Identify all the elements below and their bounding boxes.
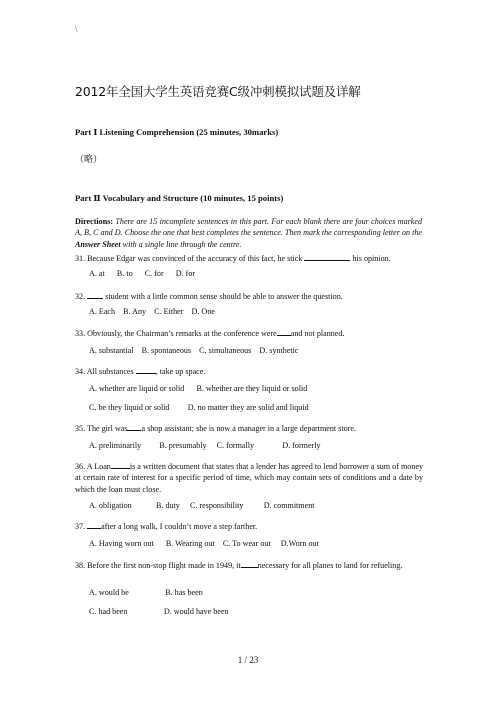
question-32-text-b: student with a little common sense should be able to answer the question. [103, 292, 343, 301]
directions-text-a: There are 15 incomplete sentences in this part. For each blank there are four choices marked A, B, C and D. Choose the one that best completes the sentence. Then mark the corresponding letter on the [75, 217, 422, 238]
header-mark: \ [75, 24, 78, 34]
question-33-options: A. substantial B. spontaneous C. simultaneous D. synthetic [89, 346, 299, 355]
part-1-note: （略） [75, 155, 103, 165]
question-32-text-a: 32. [75, 292, 88, 301]
question-34-text-b: , take up space. [155, 367, 206, 376]
question-38-text-a: 38. Before the first non-stop flight made in 1949, it [75, 561, 241, 570]
answer-blank [304, 252, 350, 261]
question-33-text-b: and not planned. [290, 329, 345, 338]
question-34-text-a: 34. All substances [75, 367, 136, 376]
question-36-options: A. obligation B. duty C. responsibility D. commitment [89, 501, 315, 510]
answer-blank [277, 327, 291, 336]
question-38-options-b: C. had been D. would have been [89, 607, 229, 616]
answer-blank [127, 422, 141, 431]
question-34 [75, 365, 423, 377]
question-37 [75, 520, 423, 532]
directions-paragraph [75, 216, 422, 250]
question-33 [75, 327, 423, 339]
question-31-options: A. at B. to C. for D. for [89, 269, 196, 278]
question-33-text-a: 33. Obviously, the Chairman’s remarks at the conference were [75, 329, 277, 338]
question-34-options-b: C. be they liquid or solid D. no matter they are solid and liquid [89, 403, 309, 412]
part-1-heading: Part Ⅰ Listening Comprehension (25 minutes, 30marks) [75, 127, 279, 137]
question-35-options: A. preliminarily B. presumably C. formally D. formerly [89, 441, 321, 450]
question-36-text-a: 36. A Loan [75, 462, 111, 471]
question-31-text-b: his opinion. [350, 254, 391, 263]
directions-text-b: with a single line through the centre. [120, 239, 242, 249]
page-title: 2012年全国大学生英语竞赛C级冲刺模拟试题及详解 [75, 84, 361, 99]
part-2-heading: Part Ⅱ Vocabulary and Structure (10 minutes, 15 points) [75, 193, 284, 203]
answer-blank [136, 365, 156, 374]
answer-blank [241, 559, 258, 568]
directions-label: Directions: [75, 217, 114, 226]
question-38 [75, 559, 423, 571]
question-37-text-b: after a long walk, I couldn’t move a step farther. [101, 522, 258, 531]
question-31 [75, 252, 423, 264]
answer-blank [111, 460, 130, 469]
question-35 [75, 422, 423, 434]
answer-blank [87, 520, 101, 529]
page-number: 1 / 23 [237, 655, 259, 665]
question-38-text-b: necessary for all planes to land for refueling. [257, 561, 403, 570]
question-32 [75, 290, 423, 302]
question-32-options: A. Each B. Any C. Either D. One [89, 307, 215, 316]
answer-sheet-term: Answer Sheet [75, 239, 121, 249]
question-37-text-a: 37. [75, 522, 88, 531]
question-38-options-a: A. would be B. has been [89, 588, 203, 597]
question-35-text-b: a shop assistant; she is now a manager in a large department store. [141, 424, 356, 433]
question-34-options-a: A. whether are liquid or solid B. whether are they liquid or solid [89, 384, 308, 393]
question-35-text-a: 35. The girl was [75, 424, 128, 433]
answer-blank [87, 290, 103, 299]
question-36-text-b: is a written document that states that a lender has agreed to lend borrower a sum of money at certain rate of interest for a specific period of time, which may contain sets of conditions and a date by which the loan must close. [75, 462, 423, 494]
question-37-options: A. Having worn out B. Wearing out C. To wear out D.Worn out [89, 539, 319, 548]
question-31-text-a: 31. Because Edgar was convinced of the accuracy of this fact, he stick [75, 254, 305, 263]
question-36 [75, 460, 423, 495]
